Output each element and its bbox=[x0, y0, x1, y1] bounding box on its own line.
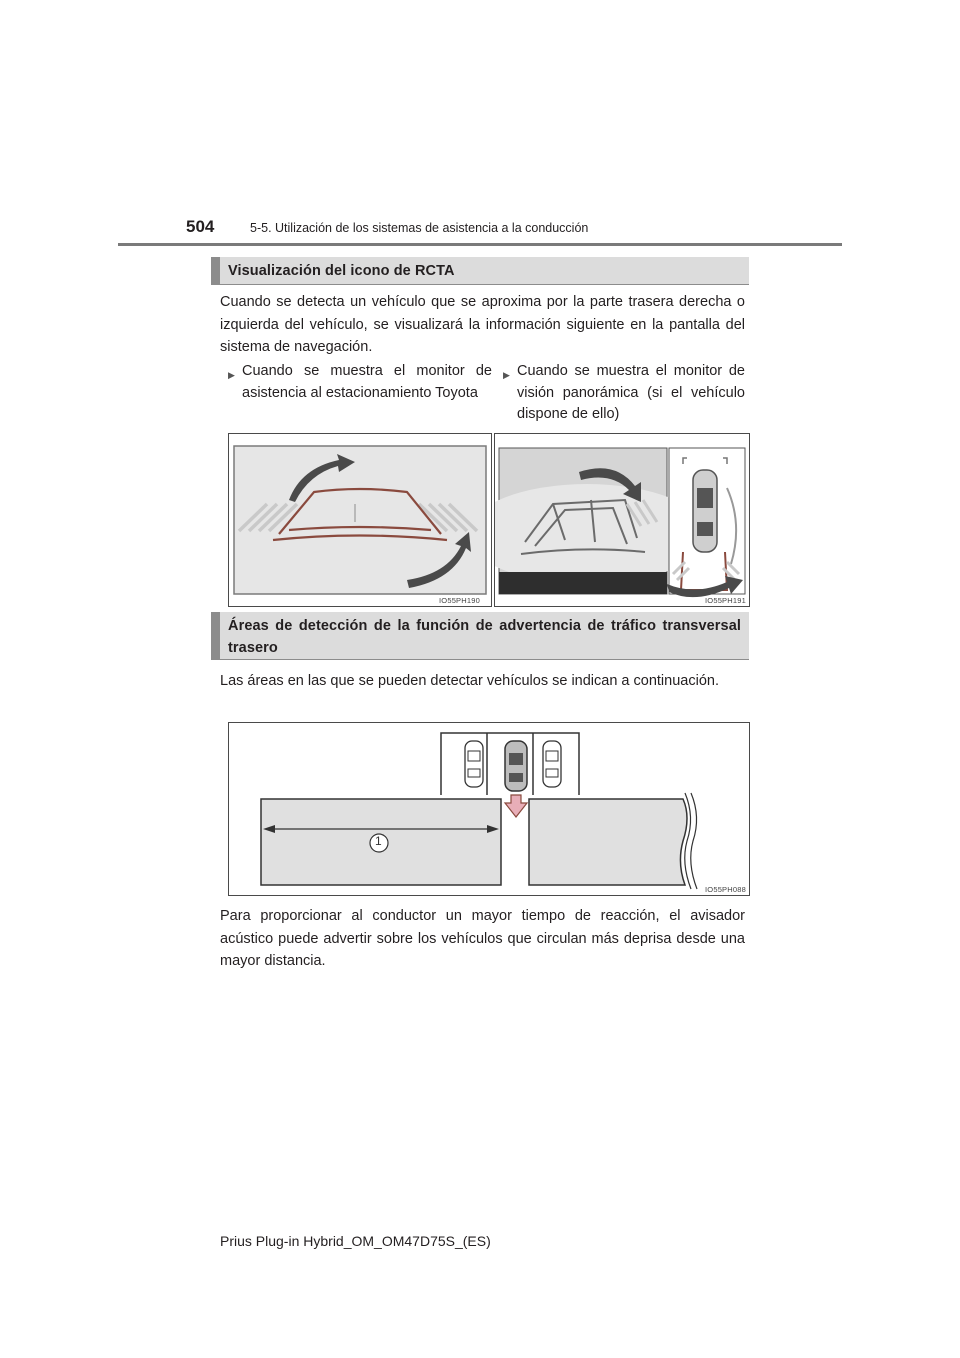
figure-code: IO55PH190 bbox=[439, 596, 480, 605]
bullet-item-panoramic-monitor bbox=[503, 361, 745, 426]
header-rule bbox=[118, 243, 842, 246]
chapter-title: 5-5. Utilización de los sistemas de asistencia a la conducción bbox=[250, 221, 589, 235]
bullet-text: Cuando se muestra el monitor de asistencia al estacionamiento Toyota bbox=[242, 363, 492, 401]
bullet-text: Cuando se muestra el monitor de visión panorámica (si el vehículo dispone de ello) bbox=[517, 363, 745, 422]
parked-car-left-icon bbox=[465, 741, 483, 787]
parked-car-right-icon bbox=[543, 741, 561, 787]
footer-document-title: Prius Plug-in Hybrid_OM_OM47D75S_(ES) bbox=[220, 1233, 491, 1249]
section-heading-detection-areas bbox=[211, 612, 749, 660]
figure-code: IO55PH191 bbox=[705, 596, 746, 605]
reversing-car-icon bbox=[505, 741, 527, 791]
figure-parking-assist-monitor bbox=[228, 433, 492, 607]
section-heading-text: Visualización del icono de RCTA bbox=[228, 263, 455, 279]
section-heading-rcta-icon bbox=[211, 257, 749, 285]
section-heading-text: Áreas de detección de la función de advertencia de tráfico transversal trasero bbox=[228, 618, 741, 656]
reaction-time-paragraph: Para proporcionar al conductor un mayor tiempo de reacción, el avisador acústico puede advertir sobre los vehículos que circulan más deprisa desde una mayor distancia. bbox=[220, 908, 745, 969]
figure-detection-areas bbox=[228, 722, 750, 896]
page-number: 504 bbox=[186, 217, 215, 236]
intro-paragraph: Cuando se detecta un vehículo que se aproxima por la parte trasera derecha o izquierda del vehículo, se visualizará la información siguiente en la pantalla del sistema de navegación. bbox=[220, 294, 745, 355]
figure-panoramic-monitor bbox=[494, 433, 750, 607]
car-top-view-icon bbox=[693, 470, 717, 552]
bullet-item-toyota-monitor bbox=[228, 361, 492, 404]
panoramic-illustration bbox=[495, 434, 749, 606]
detection-areas-paragraph: Las áreas en las que se pueden detectar vehículos se indican a continuación. bbox=[220, 673, 719, 689]
callout-number: 1 bbox=[375, 834, 382, 848]
detection-areas-illustration bbox=[229, 723, 749, 895]
detection-area-right bbox=[529, 799, 687, 885]
reverse-arrow-icon bbox=[505, 795, 527, 817]
parking-assist-illustration bbox=[229, 434, 491, 606]
bullet-triangle-icon: ▶ bbox=[503, 370, 510, 380]
bullet-triangle-icon: ▶ bbox=[228, 370, 235, 380]
figure-code: IO55PH088 bbox=[705, 885, 746, 894]
